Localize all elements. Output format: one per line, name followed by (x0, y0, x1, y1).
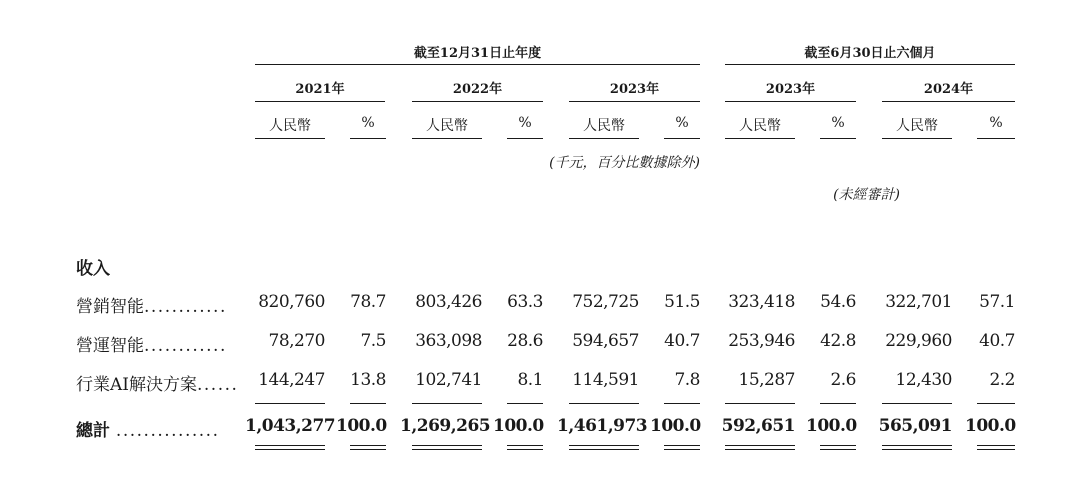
year-header-2022: 2022年 (452, 82, 503, 97)
table-cell: 54.6 (820, 292, 856, 312)
total-double-rule (412, 449, 482, 450)
table-cell: 51.5 (664, 292, 700, 312)
table-cell: 323,418 (728, 292, 795, 312)
total-double-rule (350, 445, 386, 446)
table-cell: 102,741 (415, 370, 482, 390)
year-header-2023-interim: 2023年 (765, 82, 816, 97)
year-rule-2023-interim (725, 101, 856, 102)
currency-rule (882, 138, 952, 139)
subtotal-rule (820, 403, 856, 404)
currency-rule (569, 138, 639, 139)
total-cell: 100.0 (493, 416, 544, 436)
currency-header: 人民幣 (739, 118, 781, 134)
percent-rule (350, 138, 386, 139)
subtotal-rule (725, 403, 795, 404)
table-cell: 2.6 (830, 370, 856, 390)
currency-header: 人民幣 (896, 118, 938, 134)
table-cell: 363,098 (415, 331, 482, 351)
total-double-rule (350, 449, 386, 450)
table-cell: 803,426 (415, 292, 482, 312)
table-cell: 820,760 (258, 292, 325, 312)
total-cell: 1,461,973 (557, 416, 648, 436)
total-row-label (76, 416, 219, 441)
subtotal-rule (569, 403, 639, 404)
year-header-2023: 2023年 (609, 82, 660, 97)
table-cell: 13.8 (350, 370, 386, 390)
subtotal-rule (412, 403, 482, 404)
total-double-rule (569, 445, 639, 446)
dot-leader: ............ (144, 297, 227, 317)
total-cell: 100.0 (965, 416, 1016, 436)
total-double-rule (412, 445, 482, 446)
annual-period-header: 截至12月31日止年度 (413, 46, 542, 61)
currency-header: 人民幣 (426, 118, 468, 134)
currency-header: 人民幣 (583, 118, 625, 134)
subtotal-rule (664, 403, 700, 404)
row-label (76, 370, 238, 395)
percent-rule (507, 138, 543, 139)
total-label-text: 總計 (76, 421, 110, 441)
annual-period-rule (255, 64, 700, 65)
table-cell: 114,591 (572, 370, 639, 390)
currency-rule (412, 138, 482, 139)
dot-leader: ............ (144, 336, 227, 356)
table-cell: 78,270 (268, 331, 325, 351)
table-cell: 253,946 (728, 331, 795, 351)
subtotal-rule (350, 403, 386, 404)
year-header-2024-interim: 2024年 (923, 82, 974, 97)
subtotal-rule (507, 403, 543, 404)
percent-header: % (675, 115, 689, 131)
section-title-revenue: 收入 (76, 259, 110, 279)
table-cell: 28.6 (507, 331, 543, 351)
total-double-rule (255, 449, 325, 450)
table-cell: 7.8 (674, 370, 700, 390)
total-double-rule (725, 445, 795, 446)
total-double-rule (569, 449, 639, 450)
unaudited-note: (未經審計) (833, 187, 900, 203)
currency-header: 人民幣 (269, 118, 311, 134)
percent-rule (820, 138, 856, 139)
table-cell: 40.7 (979, 331, 1015, 351)
year-header-2021: 2021年 (295, 82, 345, 97)
row-label-text: 行業AI解決方案 (76, 375, 197, 395)
total-cell: 1,043,277 (245, 416, 336, 436)
table-cell: 2.2 (989, 370, 1015, 390)
total-double-rule (820, 449, 856, 450)
year-rule-2021 (255, 101, 385, 102)
table-cell: 8.1 (517, 370, 543, 390)
subtotal-rule (882, 403, 952, 404)
table-cell: 229,960 (885, 331, 952, 351)
percent-header: % (989, 115, 1003, 131)
table-cell: 63.3 (507, 292, 543, 312)
subtotal-rule (255, 403, 325, 404)
percent-rule (664, 138, 700, 139)
percent-rule (977, 138, 1015, 139)
row-label-text: 營銷智能 (76, 297, 144, 317)
total-double-rule (664, 449, 700, 450)
percent-header: % (831, 115, 845, 131)
table-cell: 7.5 (360, 331, 386, 351)
percent-header: % (361, 115, 375, 131)
total-double-rule (255, 445, 325, 446)
total-cell: 100.0 (336, 416, 387, 436)
year-rule-2022 (412, 101, 543, 102)
total-double-rule (977, 449, 1015, 450)
table-cell: 144,247 (258, 370, 325, 390)
total-double-rule (882, 445, 952, 446)
total-double-rule (820, 445, 856, 446)
interim-period-rule (725, 64, 1015, 65)
total-double-rule (664, 445, 700, 446)
total-cell: 100.0 (806, 416, 857, 436)
table-cell: 322,701 (885, 292, 952, 312)
table-cell: 57.1 (979, 292, 1015, 312)
row-label (76, 292, 227, 317)
percent-header: % (518, 115, 532, 131)
row-label (76, 331, 227, 356)
subtotal-rule (977, 403, 1015, 404)
dot-leader: ...... (197, 375, 239, 395)
table-cell: 594,657 (572, 331, 639, 351)
total-double-rule (882, 449, 952, 450)
table-cell: 78.7 (350, 292, 386, 312)
unit-note: (千元，百分比數據除外) (549, 155, 700, 171)
interim-period-header: 截至6月30日止六個月 (804, 46, 936, 61)
table-cell: 40.7 (664, 331, 700, 351)
total-cell: 100.0 (650, 416, 701, 436)
table-cell: 42.8 (820, 331, 856, 351)
total-cell: 565,091 (878, 416, 952, 436)
row-label-text: 營運智能 (76, 336, 144, 356)
table-cell: 15,287 (738, 370, 795, 390)
table-cell: 12,430 (895, 370, 952, 390)
year-rule-2024-interim (882, 101, 1015, 102)
total-double-rule (507, 449, 543, 450)
dot-leader: ............... (115, 421, 220, 441)
year-rule-2023 (569, 101, 700, 102)
currency-rule (725, 138, 795, 139)
total-cell: 592,651 (721, 416, 795, 436)
table-cell: 752,725 (572, 292, 639, 312)
total-double-rule (725, 449, 795, 450)
total-double-rule (507, 445, 543, 446)
currency-rule (255, 138, 325, 139)
total-double-rule (977, 445, 1015, 446)
total-cell: 1,269,265 (400, 416, 491, 436)
